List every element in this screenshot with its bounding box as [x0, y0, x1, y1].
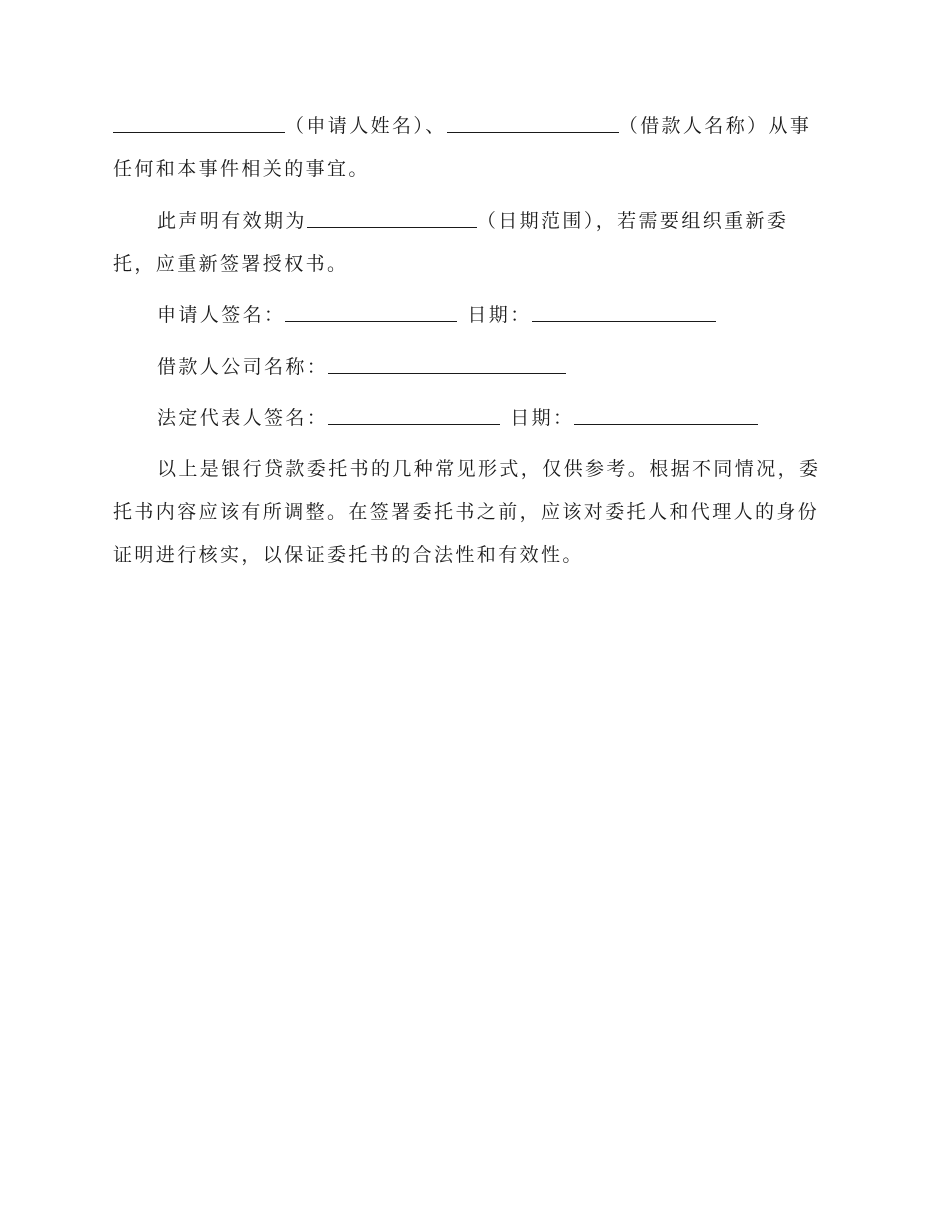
date-blank-2[interactable] [574, 404, 758, 425]
applicant-name-blank[interactable] [113, 112, 285, 133]
paragraph-3-line-2: 托书内容应该有所调整。在签署委托书之前，应该对委托人和代理人的身份 [113, 501, 820, 523]
applicant-signature-label: 申请人签名： [157, 304, 286, 326]
paragraph-1-line-2: 任何和本事件相关的事宜。 [113, 158, 370, 180]
paragraph-2-line-1 [157, 207, 877, 235]
borrower-name-blank[interactable] [447, 112, 619, 133]
date-range-blank[interactable] [307, 207, 477, 228]
date-label-1: 日期： [467, 304, 532, 326]
legal-rep-signature-row [157, 404, 877, 432]
legal-rep-signature-label: 法定代表人签名： [157, 407, 329, 429]
paragraph-1-line-1 [113, 112, 833, 140]
applicant-signature-blank[interactable] [285, 301, 457, 322]
applicant-signature-row [157, 301, 877, 329]
validity-period-suffix: （日期范围），若需要组织重新委 [476, 210, 789, 232]
borrower-company-label: 借款人公司名称： [157, 356, 329, 378]
borrower-company-blank[interactable] [328, 353, 566, 374]
date-blank-1[interactable] [532, 301, 716, 322]
borrower-name-hint: （借款人名称）从事 [618, 115, 812, 137]
borrower-company-row [157, 353, 877, 381]
paragraph-3-line-3: 证明进行核实，以保证委托书的合法性和有效性。 [113, 544, 584, 566]
paragraph-3-line-1: 以上是银行贷款委托书的几种常见形式，仅供参考。根据不同情况，委 [157, 458, 821, 480]
legal-rep-signature-blank[interactable] [328, 404, 500, 425]
date-label-2: 日期： [510, 407, 575, 429]
validity-period-prefix: 此声明有效期为 [157, 210, 307, 232]
applicant-name-hint: （申请人姓名）、 [285, 115, 447, 137]
paragraph-2-line-2: 托，应重新签署授权书。 [113, 253, 349, 275]
